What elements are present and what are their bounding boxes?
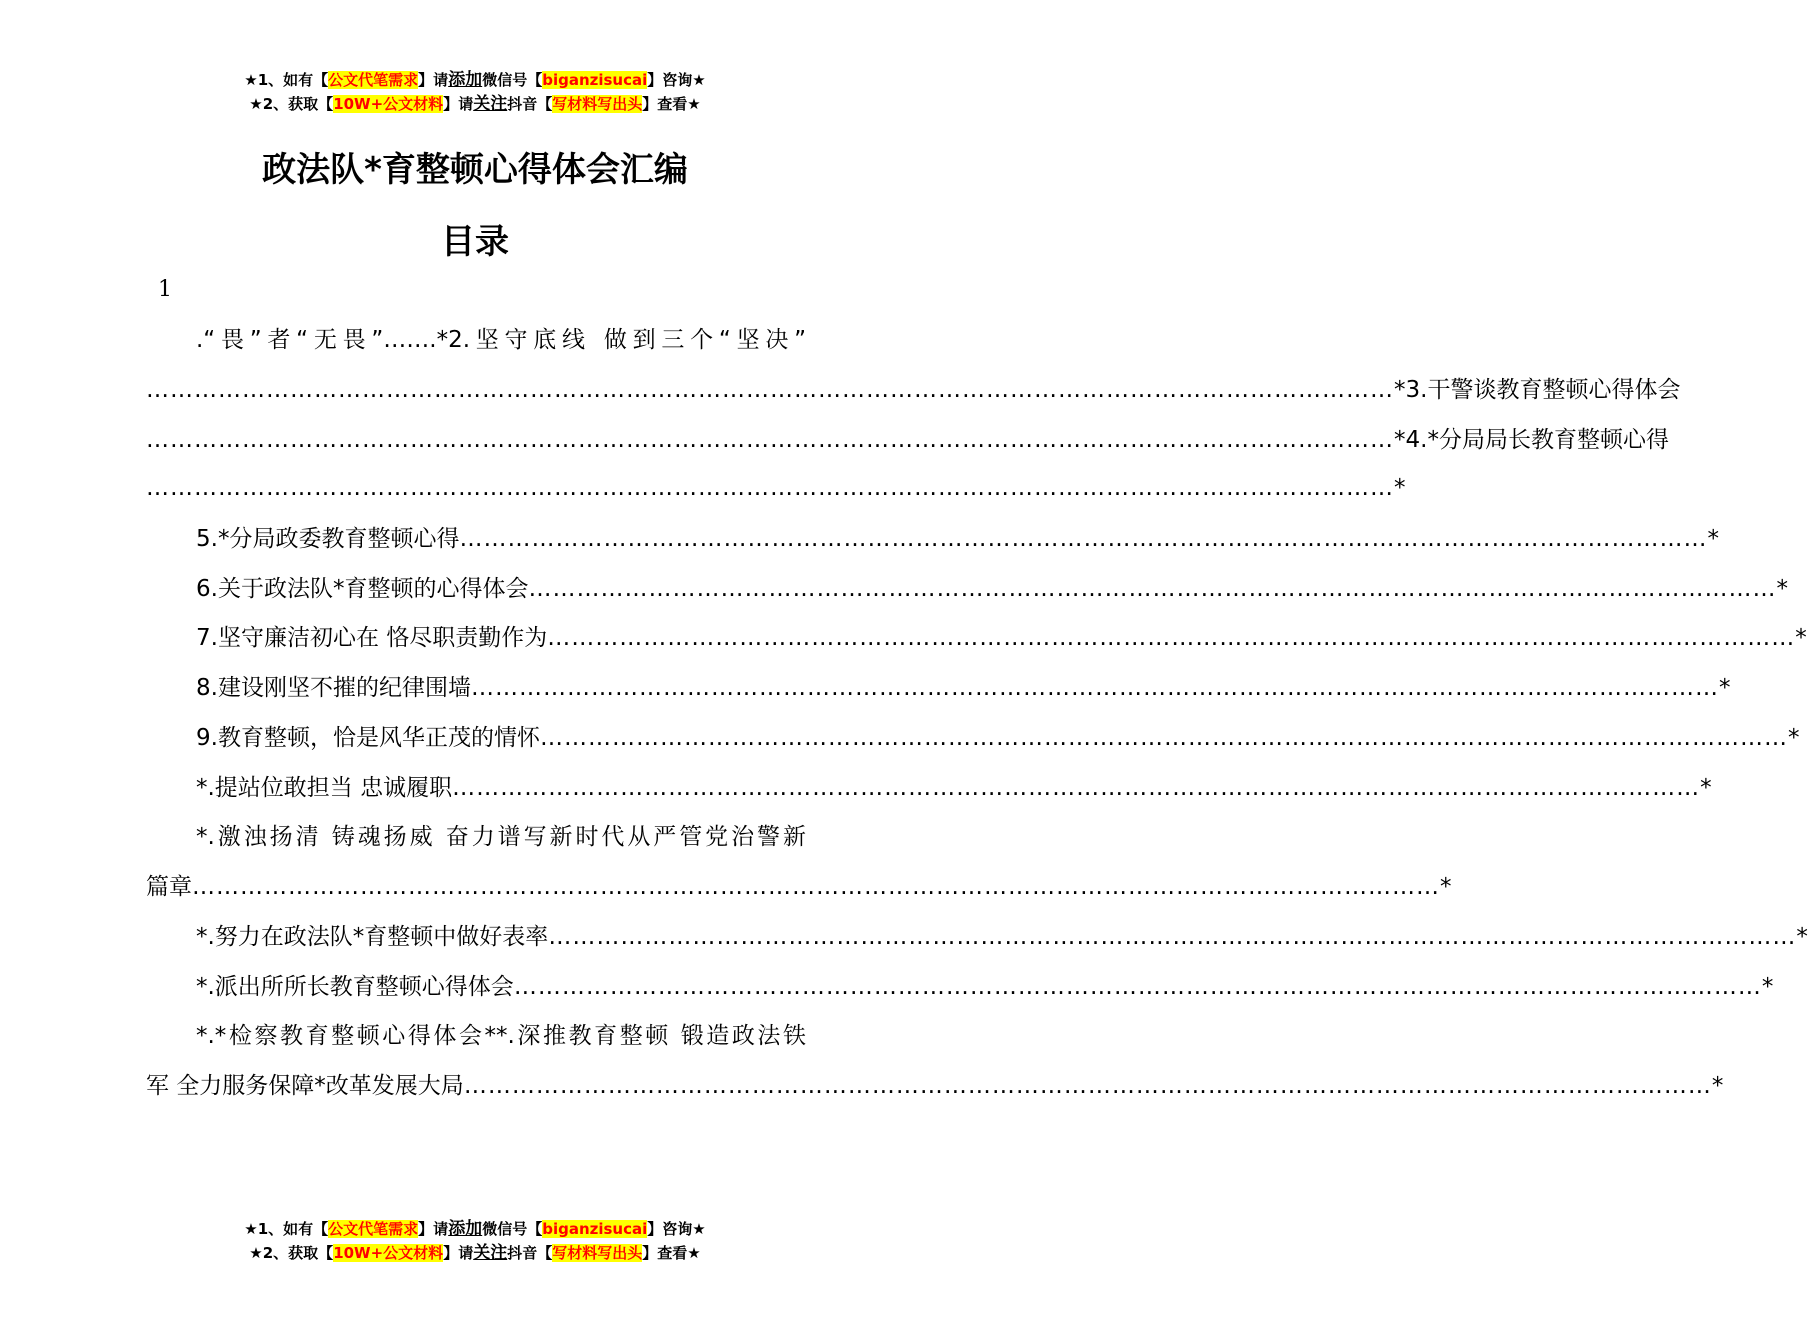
promo-text: ★2、获取【: [249, 95, 334, 113]
toc-entry-text: *.努力在政法队*育整顿中做好表率: [196, 924, 549, 950]
promo-highlight: biganzisucai: [542, 1220, 648, 1238]
promo-text: 抖音【: [507, 95, 553, 113]
promo-text: ★1、如有【: [244, 1220, 329, 1238]
promo-text: 】咨询★: [647, 71, 706, 89]
promo-text: 】咨询★: [647, 1220, 706, 1238]
toc-leader: …………………………………………………………………………………………………………………………………………: [146, 475, 1394, 501]
toc-leader: …………………………………………………………………………………………………………………………………………: [459, 526, 1708, 552]
promo-text: ★1、如有【: [244, 71, 329, 89]
page-number: 1: [158, 277, 172, 302]
toc-entry: [146, 869, 1452, 905]
promo-highlight: 公文代笔需求: [328, 71, 419, 89]
promo-text: 】请: [418, 1220, 449, 1238]
promo-text: 】请: [418, 71, 449, 89]
promo-text: 】请: [443, 1244, 474, 1262]
toc-entry: [196, 521, 1719, 557]
toc-entry: [196, 720, 1800, 756]
promo-line-2: [0, 92, 950, 116]
promo-highlight: 写材料写出头: [552, 1244, 643, 1262]
toc-heading: 目录: [441, 222, 509, 262]
toc-entry: [196, 571, 1788, 607]
promo-text: 微信号【: [482, 71, 543, 89]
toc-entry-text: 5.*分局政委教育整顿心得: [196, 526, 460, 552]
toc-entry: [146, 372, 1681, 408]
promo-highlight: 写材料写出头: [552, 95, 643, 113]
toc-page-ref: *: [1711, 1073, 1724, 1099]
promo-line-1: [0, 68, 950, 92]
promo-text: 】查看★: [642, 95, 701, 113]
toc-page-ref: *: [1796, 924, 1808, 950]
toc-entry: [146, 470, 1406, 506]
promo-line-2: [0, 1241, 950, 1265]
toc-entry-text: *.提站位敢担当 忠诚履职: [196, 775, 453, 801]
toc-page-ref: *: [1700, 775, 1712, 801]
promo-highlight: 10W+公文材料: [333, 95, 444, 113]
toc-entry-text: 8.建设刚坚不摧的纪律围墙: [196, 675, 471, 701]
toc-entry-text: *3.干警谈教育整顿心得体会: [1394, 377, 1681, 403]
toc-leader: …………………………………………………………………………………………………………………………………………: [470, 675, 1719, 701]
promo-highlight: 10W+公文材料: [333, 1244, 444, 1262]
promo-emphasis: 添加: [448, 1219, 483, 1239]
toc-leader: …………………………………………………………………………………………………………………………………………: [513, 974, 1762, 1000]
toc-page-ref: *: [1761, 974, 1774, 1000]
toc-entry: [146, 1068, 1724, 1104]
toc-leader: …………………………………………………………………………………………………………………………………………: [463, 1073, 1712, 1099]
toc-entry: [196, 620, 1807, 656]
toc-leader: …………………………………………………………………………………………………………………………………………: [539, 725, 1788, 751]
toc-entry-text: 6.关于政法队*育整顿的心得体会: [196, 576, 529, 602]
promo-text: 】查看★: [642, 1244, 701, 1262]
promo-highlight: biganzisucai: [542, 71, 648, 89]
promo-banner-top: [0, 68, 950, 116]
toc-page-ref: *: [1776, 576, 1788, 602]
toc-page-ref: *: [1795, 625, 1807, 651]
toc-leader: …………………………………………………………………………………………………………………………………………: [146, 427, 1394, 453]
toc-entry-text: 7.坚守廉洁初心在 恪尽职责勤作为: [196, 625, 548, 651]
promo-line-1: [0, 1217, 950, 1241]
promo-text: 微信号【: [482, 1220, 543, 1238]
toc-leader: …………………………………………………………………………………………………………………………………………: [452, 775, 1701, 801]
toc-entry: .“畏”者“无畏”…….*2.坚守底线 做到三个“坚决”: [196, 327, 806, 353]
toc-leader: …………………………………………………………………………………………………………………………………………: [192, 874, 1440, 900]
toc-leader: …………………………………………………………………………………………………………………………………………: [146, 377, 1394, 403]
toc-entry-text: 9.教育整顿，恰是风华正茂的情怀: [196, 725, 540, 751]
promo-text: ★2、获取【: [249, 1244, 334, 1262]
toc-leader: …………………………………………………………………………………………………………………………………………: [547, 625, 1796, 651]
promo-text: 】请: [443, 95, 474, 113]
toc-entry-text: *.派出所所长教育整顿心得体会: [196, 974, 514, 1000]
toc-entry: *.激浊扬清 铸魂扬威 奋力谱写新时代从严管党治警新: [196, 824, 806, 850]
toc-page-ref: *: [1718, 675, 1731, 701]
toc-entry-text: 军 全力服务保障*改革发展大局: [146, 1073, 464, 1099]
promo-emphasis: 添加: [448, 70, 483, 90]
toc-entry: [196, 969, 1774, 1005]
toc-entry-text: *4.*分局局长教育整顿心得: [1394, 427, 1669, 453]
promo-highlight: 公文代笔需求: [328, 1220, 419, 1238]
toc-page-ref: *: [1394, 475, 1406, 501]
toc-entry: [196, 770, 1712, 806]
toc-entry: [196, 670, 1731, 706]
toc-entry: [196, 919, 1808, 955]
promo-banner-bottom: [0, 1217, 950, 1265]
promo-emphasis: 关注: [473, 94, 508, 114]
toc-page-ref: *: [1707, 526, 1719, 552]
document-title: 政法队*育整顿心得体会汇编: [262, 150, 688, 190]
toc-entry: [146, 422, 1669, 458]
toc-page-ref: *: [1440, 874, 1452, 900]
toc-page-ref: *: [1787, 725, 1800, 751]
promo-text: 抖音【: [507, 1244, 553, 1262]
toc-leader: …………………………………………………………………………………………………………………………………………: [548, 924, 1797, 950]
promo-emphasis: 关注: [473, 1243, 508, 1263]
toc-entry: *.*检察教育整顿心得体会**.深推教育整顿 锻造政法铁: [196, 1023, 806, 1049]
toc-leader: …………………………………………………………………………………………………………………………………………: [528, 576, 1777, 602]
toc-entry-text: 篇章: [146, 874, 192, 900]
